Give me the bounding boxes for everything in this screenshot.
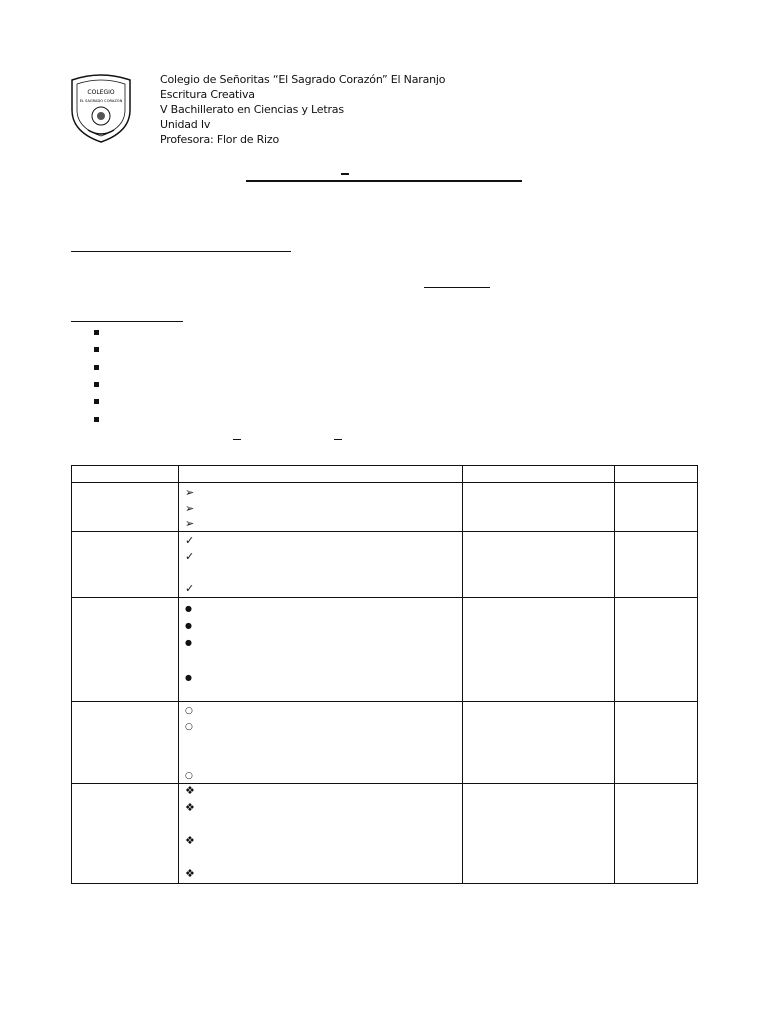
name-underline bbox=[71, 251, 291, 252]
table-header-row bbox=[72, 466, 698, 483]
square-bullet-icon bbox=[94, 365, 99, 370]
dot-bullet-icon: ● bbox=[185, 621, 192, 630]
word-underline bbox=[424, 287, 490, 288]
table-row bbox=[72, 532, 698, 598]
school-crest-logo bbox=[68, 72, 134, 144]
header-teacher: Profesora: Flor de Rizo bbox=[160, 133, 279, 146]
diamond-bullet-icon: ❖ bbox=[185, 867, 195, 880]
circle-bullet-icon: ○ bbox=[185, 706, 193, 716]
header-grade: V Bachillerato en Ciencias y Letras bbox=[160, 103, 344, 116]
dash-mark bbox=[334, 439, 342, 440]
criteria-cell bbox=[179, 784, 463, 884]
title-dash bbox=[341, 173, 349, 175]
checkmark-bullet-icon: ✓ bbox=[185, 550, 195, 563]
header-cell bbox=[463, 466, 615, 483]
square-bullet-icon bbox=[94, 382, 99, 387]
square-bullet-icon bbox=[94, 417, 99, 422]
title-underline bbox=[246, 180, 522, 182]
diamond-bullet-icon: ❖ bbox=[185, 801, 195, 814]
table-row bbox=[72, 483, 698, 532]
table-row bbox=[72, 598, 698, 702]
criteria-cell bbox=[179, 702, 463, 784]
checkmark-bullet-icon: ✓ bbox=[185, 534, 195, 547]
diamond-bullet-icon: ❖ bbox=[185, 834, 195, 847]
checkmark-bullet-icon: ✓ bbox=[185, 582, 195, 595]
circle-bullet-icon: ○ bbox=[185, 722, 193, 732]
header-school-name: Colegio de Señoritas “El Sagrado Corazón” El Naranjo bbox=[160, 73, 446, 86]
criteria-cell bbox=[179, 598, 463, 702]
arrowhead-bullet-icon: ➢ bbox=[185, 517, 195, 530]
header-course: Escritura Creativa bbox=[160, 88, 255, 101]
header-cell bbox=[615, 466, 698, 483]
criteria-cell bbox=[179, 483, 463, 532]
square-bullet-icon bbox=[94, 347, 99, 352]
table-row bbox=[72, 784, 698, 884]
dot-bullet-icon: ● bbox=[185, 638, 192, 647]
square-bullet-icon bbox=[94, 399, 99, 404]
logo-text-colegio: COLEGIO bbox=[87, 89, 115, 96]
square-bullet-icon bbox=[94, 330, 99, 335]
logo-text-name: EL SAGRADO CORAZÓN bbox=[79, 99, 123, 103]
arrowhead-bullet-icon: ➢ bbox=[185, 486, 195, 499]
list-heading-underline bbox=[71, 321, 183, 322]
dash-mark bbox=[233, 439, 241, 440]
diamond-bullet-icon: ❖ bbox=[185, 784, 195, 797]
criteria-cell bbox=[179, 532, 463, 598]
dot-bullet-icon: ● bbox=[185, 673, 192, 682]
arrowhead-bullet-icon: ➢ bbox=[185, 502, 195, 515]
table-row bbox=[72, 702, 698, 784]
header-cell bbox=[179, 466, 463, 483]
circle-bullet-icon: ○ bbox=[185, 771, 193, 781]
header-unit: Unidad Iv bbox=[160, 118, 211, 131]
header-cell bbox=[72, 466, 179, 483]
dot-bullet-icon: ● bbox=[185, 604, 192, 613]
rubric-table bbox=[71, 465, 698, 884]
